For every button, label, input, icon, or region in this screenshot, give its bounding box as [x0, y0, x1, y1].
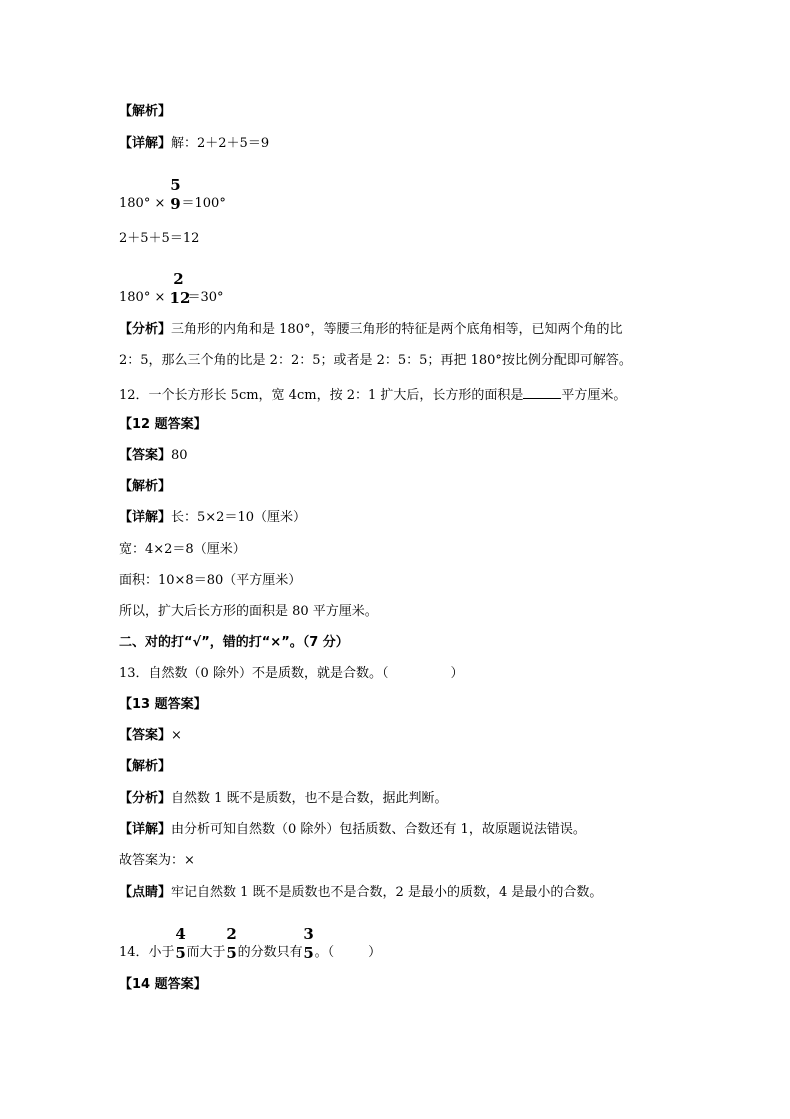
detail-label: 【详解】 [119, 822, 172, 837]
answer-line [119, 728, 182, 744]
detail-line: 宽：4×2＝8（厘米） [119, 542, 246, 557]
times-sign: × [154, 290, 166, 305]
analysis-text: 三角形的内角和是 180°，等腰三角形的特征是两个底角相等，已知两个角的比 [171, 322, 623, 337]
formula-term: 180° [119, 290, 151, 305]
answer-heading: 【12 题答案】 [119, 417, 207, 432]
question-14 [119, 925, 382, 962]
formula-line [119, 270, 224, 307]
fraction-denominator: 5 [175, 944, 186, 962]
tip-label: 【点睛】 [119, 885, 172, 900]
fraction-numerator: 3 [303, 925, 314, 943]
fraction-numerator: 5 [170, 176, 181, 194]
answer-heading: 【13 题答案】 [119, 697, 207, 712]
answer-blank [523, 386, 561, 399]
detail-line: 所以，扩大后长方形的面积是 80 平方厘米。 [119, 604, 378, 619]
question-text: 。（ [314, 945, 335, 960]
answer-label: 【答案】 [119, 728, 172, 743]
answer-line [119, 448, 188, 464]
formula-line [119, 176, 226, 213]
answer-label: 【答案】 [119, 448, 172, 463]
analysis-heading: 【解析】 [119, 479, 172, 494]
answer-value: 80 [171, 448, 188, 463]
conclusion-line: 故答案为：× [119, 853, 195, 868]
fraction-numerator: 4 [175, 925, 186, 943]
fraction-numerator: 2 [173, 270, 184, 288]
times-sign: × [154, 196, 166, 211]
question-text: 12．一个长方形长 5cm，宽 4cm，按 2：1 扩大后，长方形的面积是 [119, 388, 524, 403]
fraction [303, 925, 315, 962]
question-12 [119, 386, 626, 404]
analysis-text: 自然数 1 既不是质数，也不是合数，据此判断。 [171, 791, 448, 806]
detail-text: 由分析可知自然数（0 除外）包括质数、合数还有 1，故原题说法错误。 [171, 822, 586, 837]
detail-text: 长：5×2＝10（厘米） [171, 510, 306, 525]
fraction-numerator: 2 [226, 925, 237, 943]
detail-label: 【详解】 [119, 136, 172, 151]
question-text-end: 平方厘米。 [561, 388, 627, 403]
fraction [170, 176, 182, 213]
question-text: 的分数只有 [237, 945, 303, 960]
analysis-line [119, 322, 622, 338]
formula-result: ＝30° [187, 290, 224, 305]
fraction-denominator: 9 [170, 195, 181, 213]
question-text: 而大于 [186, 945, 226, 960]
formula-result: ＝100° [181, 196, 226, 211]
formula-term: 180° [119, 196, 151, 211]
tip-line [119, 885, 602, 901]
question-text-end: ） [368, 945, 382, 960]
answer-heading: 【14 题答案】 [119, 977, 207, 992]
fraction-denominator: 5 [226, 944, 237, 962]
analysis-label: 【分析】 [119, 322, 172, 337]
tip-text: 牢记自然数 1 既不是质数也不是合数，2 是最小的质数，4 是最小的合数。 [171, 885, 603, 900]
question-text: 13．自然数（0 除外）不是质数，就是合数。（ [119, 666, 389, 681]
section-heading: 二、对的打“√”，错的打“×”。（7 分） [119, 635, 349, 650]
analysis-line [119, 791, 448, 807]
analysis-heading: 【解析】 [119, 759, 172, 774]
formula-line: 2＋5＋5＝12 [119, 231, 200, 246]
fraction [226, 925, 238, 962]
analysis-heading: 【解析】 [119, 104, 172, 119]
fraction-denominator: 12 [169, 289, 191, 307]
analysis-label: 【分析】 [119, 791, 172, 806]
detail-label: 【详解】 [119, 510, 172, 525]
answer-value: × [171, 728, 182, 743]
question-text: 14．小于 [119, 945, 175, 960]
question-text-end: ） [450, 666, 464, 681]
detail-line [119, 136, 269, 152]
question-13 [119, 666, 463, 682]
analysis-line-continued: 2：5，那么三个角的比是 2：2：5；或者是 2：5：5；再把 180°按比例分配即可解答。 [119, 353, 632, 368]
fraction [175, 925, 187, 962]
detail-line: 面积：10×8＝80（平方厘米） [119, 573, 302, 588]
fraction [169, 270, 191, 307]
detail-line [119, 822, 586, 838]
fraction-denominator: 5 [303, 944, 314, 962]
detail-text: 解：2＋2＋5＝9 [171, 136, 270, 151]
detail-line [119, 510, 306, 526]
